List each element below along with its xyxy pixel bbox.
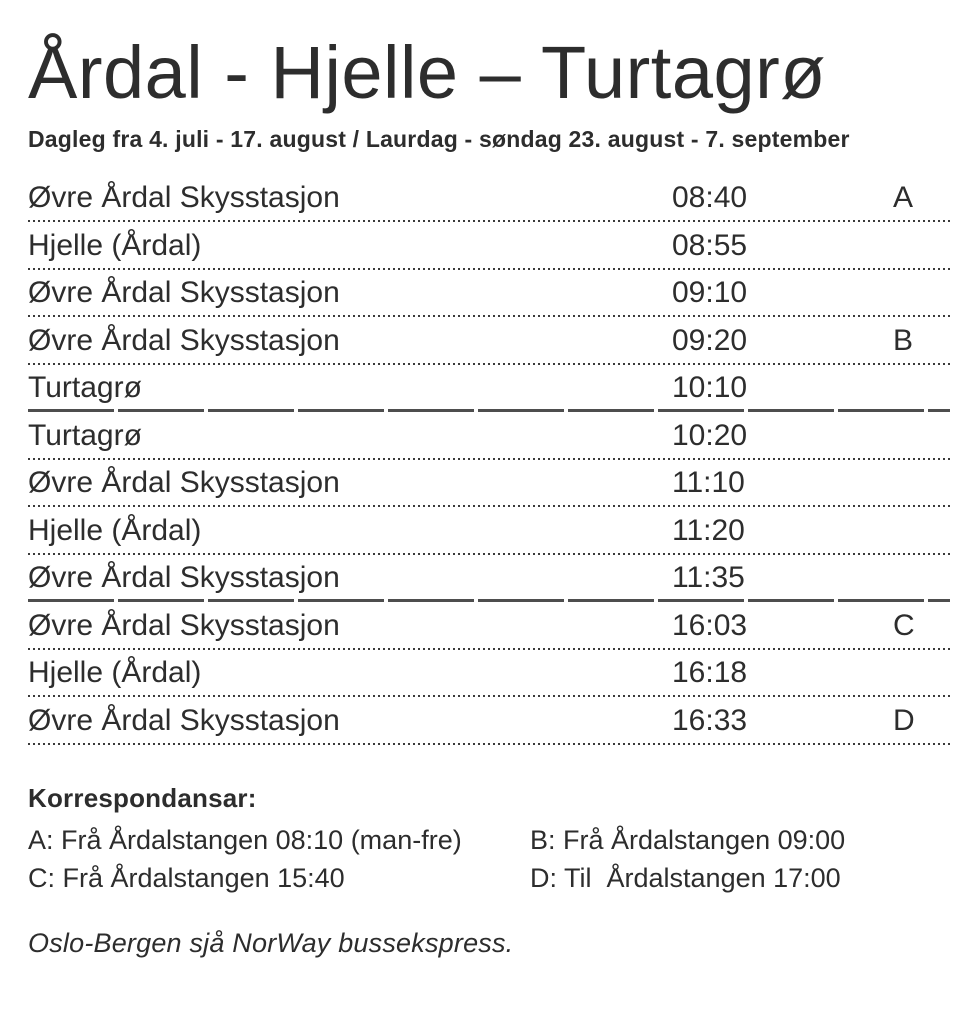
station-name: Øvre Årdal Skysstasjon	[28, 323, 340, 357]
footer-note: Oslo-Bergen sjå NorWay bussekspress.	[28, 927, 514, 958]
departure-time: 16:33	[672, 703, 748, 737]
connections-list	[28, 822, 952, 896]
timetable-row	[28, 270, 952, 318]
timetable-row	[28, 555, 952, 603]
note-letter: D	[893, 703, 915, 737]
connections-section	[28, 783, 952, 896]
connection-item: B: Frå Årdalstangen 09:00	[530, 824, 846, 855]
station-name: Øvre Årdal Skysstasjon	[28, 608, 340, 642]
station-name: Hjelle (Årdal)	[28, 228, 202, 262]
departure-time: 08:40	[672, 181, 748, 215]
departure-time: 11:10	[672, 466, 745, 500]
station-name: Turtagrø	[28, 418, 142, 452]
connections-heading: Korrespondansar:	[28, 782, 257, 813]
note-letter: A	[893, 181, 914, 215]
timetable-row	[28, 697, 952, 745]
station-name: Hjelle (Årdal)	[28, 513, 202, 547]
timetable-row	[28, 175, 952, 223]
departure-time: 11:20	[672, 513, 745, 547]
timetable-row	[28, 602, 952, 650]
station-name: Turtagrø	[28, 371, 142, 405]
station-name: Øvre Årdal Skysstasjon	[28, 703, 340, 737]
note-letter: B	[893, 323, 914, 357]
timetable-row	[28, 412, 952, 460]
page-subtitle: Dagleg fra 4. juli - 17. august / Laurdag - søndag 23. august - 7. september	[28, 125, 850, 152]
connection-item: A: Frå Årdalstangen 08:10 (man-fre)	[28, 824, 462, 855]
connection-item: D: Til Årdalstangen 17:00	[530, 862, 841, 893]
timetable-row	[28, 317, 952, 365]
connection-item: C: Frå Årdalstangen 15:40	[28, 862, 345, 893]
timetable-row	[28, 460, 952, 508]
timetable-row	[28, 222, 952, 270]
station-name: Øvre Årdal Skysstasjon	[28, 466, 340, 500]
timetable	[28, 175, 952, 745]
departure-time: 10:20	[672, 418, 748, 452]
station-name: Øvre Årdal Skysstasjon	[28, 276, 340, 310]
timetable-row	[28, 507, 952, 555]
station-name: Øvre Årdal Skysstasjon	[28, 561, 340, 595]
station-name: Hjelle (Årdal)	[28, 656, 202, 690]
note-letter: C	[893, 608, 915, 642]
departure-time: 09:10	[672, 276, 748, 310]
timetable-row	[28, 650, 952, 698]
station-name: Øvre Årdal Skysstasjon	[28, 181, 340, 215]
departure-time: 08:55	[672, 228, 748, 262]
timetable-row	[28, 365, 952, 413]
departure-time: 10:10	[672, 371, 748, 405]
departure-time: 09:20	[672, 323, 748, 357]
departure-time: 16:18	[672, 656, 748, 690]
departure-time: 16:03	[672, 608, 748, 642]
departure-time: 11:35	[672, 561, 745, 595]
page-title: Årdal - Hjelle – Turtagrø	[28, 31, 826, 114]
